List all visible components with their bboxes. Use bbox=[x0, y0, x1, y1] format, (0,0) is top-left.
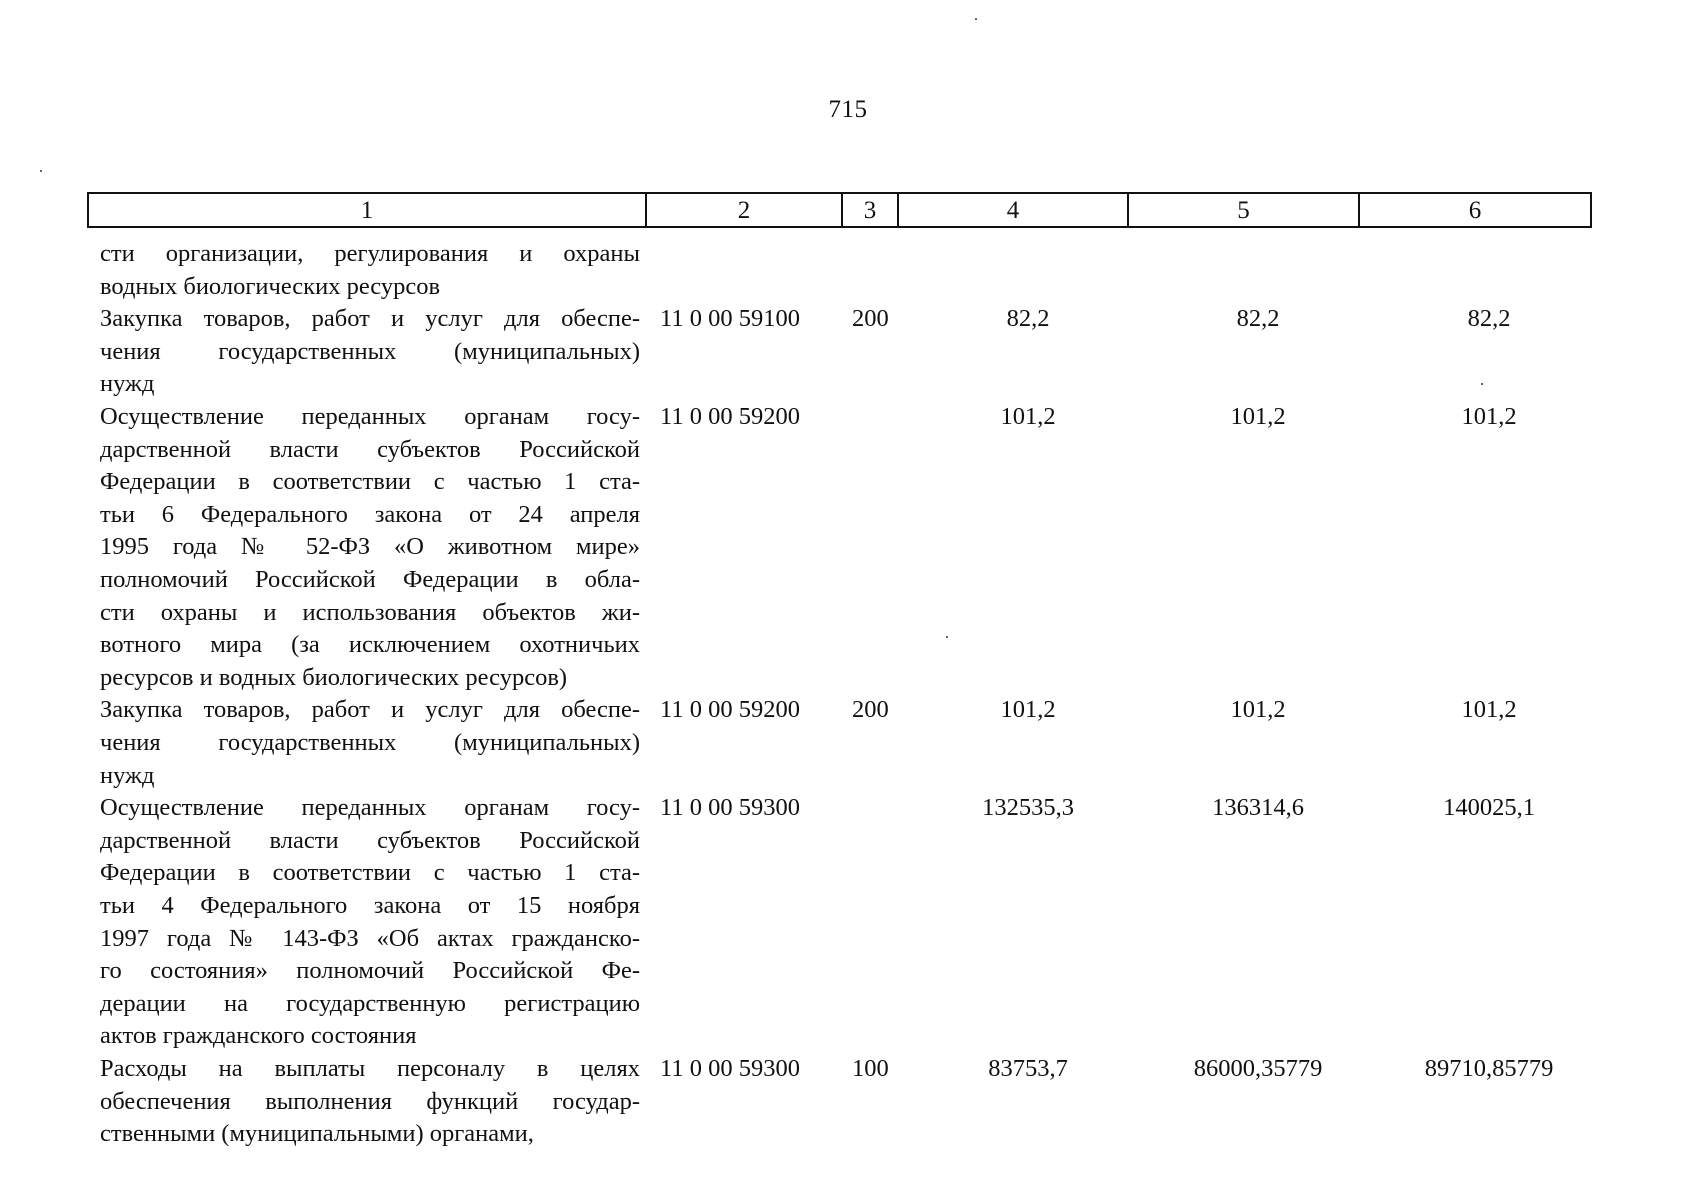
row-value-col4: 132535,3 bbox=[982, 794, 1074, 822]
description-line: водных биологических ресурсов bbox=[100, 272, 441, 300]
description-line: полномочий Российской Федерации в обла- bbox=[100, 565, 640, 593]
row-code: 11 0 00 59300 bbox=[660, 1054, 800, 1082]
row-code: 11 0 00 59300 bbox=[660, 794, 800, 822]
row-code: 11 0 00 59100 bbox=[660, 305, 800, 333]
row-code: 11 0 00 59200 bbox=[660, 696, 800, 724]
row-value-col5: 136314,6 bbox=[1212, 794, 1304, 822]
row-value-col6: 82,2 bbox=[1467, 305, 1511, 333]
description-line: актов гражданского состояния bbox=[100, 1022, 417, 1050]
description-line: дарственной власти субъектов Российской bbox=[100, 826, 640, 854]
description-line: го состояния» полномочий Российской Фе- bbox=[100, 957, 640, 985]
row-description bbox=[100, 1053, 640, 1151]
description-line: ственными (муниципальными) органами, bbox=[100, 1120, 534, 1148]
description-line: Федерации в соответствии с частью 1 ста- bbox=[100, 468, 640, 496]
row-value-col4: 101,2 bbox=[1000, 402, 1056, 430]
scan-speck bbox=[40, 170, 42, 172]
table-row bbox=[0, 238, 1696, 303]
row-value-col5: 86000,35779 bbox=[1193, 1054, 1323, 1082]
description-line: 1997 года № 143-ФЗ «Об актах гражданско- bbox=[100, 924, 640, 952]
row-description bbox=[100, 238, 640, 303]
row-expense-type: 100 bbox=[852, 1054, 889, 1082]
description-line: Расходы на выплаты персоналу в целях bbox=[100, 1054, 640, 1082]
description-line: ресурсов и водных биологических ресурсов) bbox=[100, 663, 568, 691]
row-value-col5: 101,2 bbox=[1230, 696, 1286, 724]
row-description bbox=[100, 694, 640, 792]
description-line: тьи 4 Федерального закона от 15 ноября bbox=[100, 891, 640, 919]
description-line: дерации на государственную регистрацию bbox=[100, 989, 640, 1017]
description-line: чения государственных (муниципальных) bbox=[100, 337, 640, 365]
description-line: 1995 года № 52-ФЗ «О животном мире» bbox=[100, 533, 640, 561]
table-body bbox=[0, 238, 1696, 1151]
table-row bbox=[0, 303, 1696, 401]
table-row bbox=[0, 1053, 1696, 1151]
description-line: вотного мира (за исключением охотничьих bbox=[100, 631, 640, 659]
column-header-2: 2 bbox=[645, 194, 841, 226]
scan-speck bbox=[975, 18, 977, 20]
description-line: нужд bbox=[100, 370, 155, 398]
row-value-col5: 101,2 bbox=[1230, 402, 1286, 430]
column-header-6: 6 bbox=[1358, 194, 1590, 226]
row-value-col6: 101,2 bbox=[1461, 696, 1517, 724]
row-description bbox=[100, 401, 640, 694]
table-row bbox=[0, 694, 1696, 792]
row-value-col4: 83753,7 bbox=[988, 1054, 1068, 1082]
row-value-col6: 101,2 bbox=[1461, 402, 1517, 430]
column-header-5: 5 bbox=[1127, 194, 1358, 226]
description-line: Осуществление переданных органам госу- bbox=[100, 402, 640, 430]
table-row bbox=[0, 792, 1696, 1053]
row-expense-type: 200 bbox=[852, 696, 889, 724]
description-line: нужд bbox=[100, 761, 155, 789]
description-line: тьи 6 Федерального закона от 24 апреля bbox=[100, 500, 640, 528]
row-description bbox=[100, 792, 640, 1053]
description-line: Федерации в соответствии с частью 1 ста- bbox=[100, 859, 640, 887]
description-line: Осуществление переданных органам госу- bbox=[100, 794, 640, 822]
description-line: обеспечения выполнения функций государ- bbox=[100, 1087, 640, 1115]
description-line: Закупка товаров, работ и услуг для обеспе- bbox=[100, 305, 640, 333]
row-code: 11 0 00 59200 bbox=[660, 402, 800, 430]
description-line: сти организации, регулирования и охраны bbox=[100, 240, 640, 267]
row-value-col6: 140025,1 bbox=[1443, 794, 1535, 822]
row-value-col5: 82,2 bbox=[1236, 305, 1280, 333]
column-header-3: 3 bbox=[841, 194, 897, 226]
row-value-col4: 82,2 bbox=[1006, 305, 1050, 333]
description-line: чения государственных (муниципальных) bbox=[100, 728, 640, 756]
page-number: 715 bbox=[828, 96, 868, 123]
description-line: сти охраны и использования объектов жи- bbox=[100, 598, 640, 626]
table-row bbox=[0, 401, 1696, 694]
description-line: дарственной власти субъектов Российской bbox=[100, 435, 640, 463]
row-description bbox=[100, 303, 640, 401]
column-header-1: 1 bbox=[360, 197, 374, 224]
row-value-col6: 89710,85779 bbox=[1424, 1054, 1554, 1082]
description-line: Закупка товаров, работ и услуг для обеспе- bbox=[100, 696, 640, 724]
row-value-col4: 101,2 bbox=[1000, 696, 1056, 724]
row-expense-type: 200 bbox=[852, 305, 889, 333]
table-header bbox=[87, 192, 1592, 228]
column-header-4: 4 bbox=[897, 194, 1127, 226]
